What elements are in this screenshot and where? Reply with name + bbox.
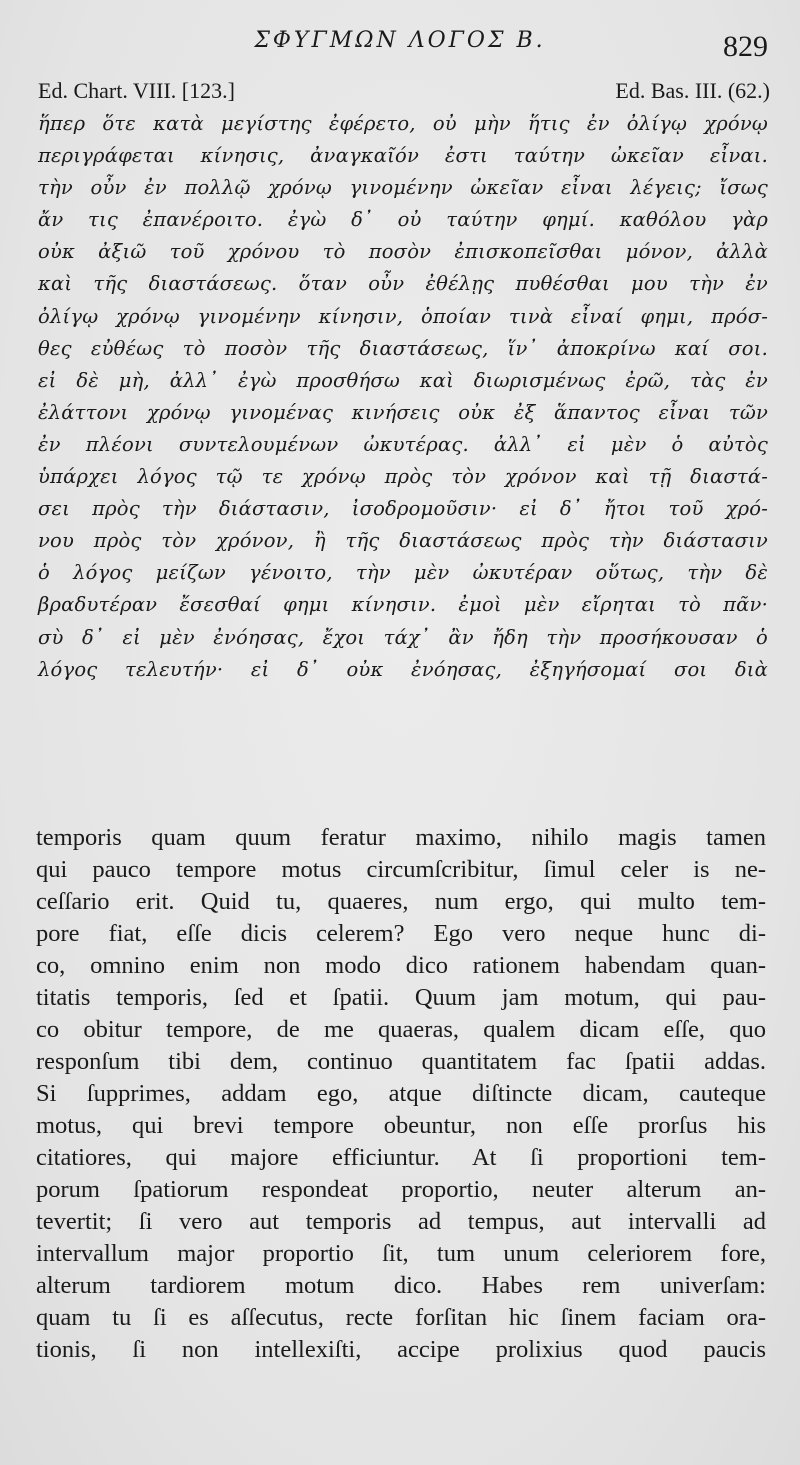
greek-line: ὁ λόγος μείζων γένοιτο, τὴν μὲν ὠκυτέραν οὕτως, τὴν δὲ bbox=[38, 561, 768, 585]
greek-line: περιγράφεται κίνησις, ἀναγκαῖόν ἐστι ταύτην ὠκεῖαν εἶναι. bbox=[38, 144, 768, 168]
greek-line: ἄν τις ἐπανέροιτο. ἐγὼ δ᾽ οὐ ταύτην φημί. καθόλου γὰρ bbox=[38, 208, 768, 232]
running-title: ΣΦΥΓΜΩΝ ΛΟΓΟΣ Β. bbox=[254, 28, 546, 53]
latin-line: qui pauco tempore motus circumſcribitur, ſimul celer is ne- bbox=[36, 856, 766, 883]
latin-line: citatiores, qui majore efficiuntur. At ſi proportioni tem- bbox=[36, 1144, 766, 1171]
latin-line: temporis quam quum feratur maximo, nihilo magis tamen bbox=[36, 824, 766, 851]
latin-line: co, omnino enim non modo dico rationem habendam quan- bbox=[36, 952, 766, 979]
latin-text-block bbox=[36, 822, 766, 1366]
greek-line: ἐν πλέονι συντελουμένων ὠκυτέρας. ἀλλ᾽ εἰ μὲν ὁ αὐτὸς bbox=[38, 432, 768, 456]
greek-line: τὴν οὖν ἐν πολλῷ χρόνῳ γινομένην ὠκεῖαν εἶναι λέγεις; ἴσως bbox=[38, 176, 768, 200]
greek-line: ὀλίγῳ χρόνῳ γινομένην κίνησιν, ὁποίαν τινὰ εἶναί φημι, πρόσ- bbox=[38, 304, 768, 328]
running-head bbox=[0, 28, 800, 68]
edition-basel-reference: Ed. Bas. III. (62.) bbox=[615, 78, 770, 103]
latin-line: ceſſario erit. Quid tu, quaeres, num ergo, qui multo tem- bbox=[36, 888, 766, 915]
latin-line: titatis temporis, ſed et ſpatii. Quum jam motum, qui pau- bbox=[36, 984, 766, 1011]
greek-line: σὺ δ᾽ εἰ μὲν ἐνόησας, ἔχοι τάχ᾽ ἂν ἤδη τὴν προσήκουσαν ὁ bbox=[38, 625, 768, 649]
latin-line: pore fiat, eſſe dicis celerem? Ego vero neque hunc di- bbox=[36, 920, 766, 947]
latin-line: alterum tardiorem motum dico. Habes rem univerſam: bbox=[36, 1272, 766, 1299]
edition-reference-line bbox=[38, 78, 770, 106]
greek-line: οὐκ ἀξιῶ τοῦ χρόνου τὸ ποσὸν ἐπισκοπεῖσθαι μόνον, ἀλλὰ bbox=[38, 240, 768, 264]
page-number: 829 bbox=[723, 30, 768, 63]
greek-line: ὑπάρχει λόγος τῷ τε χρόνῳ πρὸς τὸν χρόνον καὶ τῇ διαστά- bbox=[38, 465, 768, 489]
latin-line: Si ſupprimes, addam ego, atque diſtincte dicam, cauteque bbox=[36, 1080, 766, 1107]
latin-line: tionis, ſi non intellexiſti, accipe prolixius quod paucis bbox=[36, 1336, 766, 1363]
latin-line: co obitur tempore, de me quaeras, qualem dicam eſſe, quo bbox=[36, 1016, 766, 1043]
greek-line: βραδυτέραν ἔσεσθαί φημι κίνησιν. ἐμοὶ μὲν εἴρηται τὸ πᾶν· bbox=[38, 593, 768, 617]
latin-line: responſum tibi dem, continuo quantitatem fac ſpatii addas. bbox=[36, 1048, 766, 1075]
latin-line: tevertit; ſi vero aut temporis ad tempus, aut intervalli ad bbox=[36, 1208, 766, 1235]
greek-line: εἰ δὲ μὴ, ἀλλ᾽ ἐγὼ προσθήσω καὶ διωρισμένως ἐρῶ, τὰς ἐν bbox=[38, 368, 768, 392]
greek-text-block bbox=[38, 108, 768, 686]
greek-line: καὶ τῆς διαστάσεως. ὅταν οὖν ἐθέλῃς πυθέσθαι μου τὴν ἐν bbox=[38, 272, 768, 296]
greek-line: θες εὐθέως τὸ ποσὸν τῆς διαστάσεως, ἵν᾽ ἀποκρίνω καί σοι. bbox=[38, 336, 768, 360]
greek-line: σει πρὸς τὴν διάστασιν, ἰσοδρομοῦσιν· εἰ δ᾽ ἤτοι τοῦ χρό- bbox=[38, 497, 768, 521]
latin-line: porum ſpatiorum respondeat proportio, neuter alterum an- bbox=[36, 1176, 766, 1203]
greek-line: λόγος τελευτήν· εἰ δ᾽ οὐκ ἐνόησας, ἐξηγήσομαί σοι διὰ bbox=[38, 657, 768, 681]
greek-line: ἥπερ ὅτε κατὰ μεγίστης ἐφέρετο, οὐ μὴν ἥτις ἐν ὀλίγῳ χρόνῳ bbox=[38, 112, 768, 135]
greek-line: νου πρὸς τὸν χρόνον, ἢ τῆς διαστάσεως πρὸς τὴν διάστασιν bbox=[38, 529, 768, 553]
latin-line: quam tu ſi es aſſecutus, recte forſitan hic ſinem faciam ora- bbox=[36, 1304, 766, 1331]
edition-chartier-reference: Ed. Chart. VIII. [123.] bbox=[38, 78, 235, 103]
greek-line: ἐλάττονι χρόνῳ γινομένας κινήσεις οὐκ ἐξ ἅπαντος εἶναι τῶν bbox=[38, 400, 768, 424]
latin-line: motus, qui brevi tempore obeuntur, non eſſe prorſus his bbox=[36, 1112, 766, 1139]
latin-line: intervallum major proportio ſit, tum unum celeriorem fore, bbox=[36, 1240, 766, 1267]
